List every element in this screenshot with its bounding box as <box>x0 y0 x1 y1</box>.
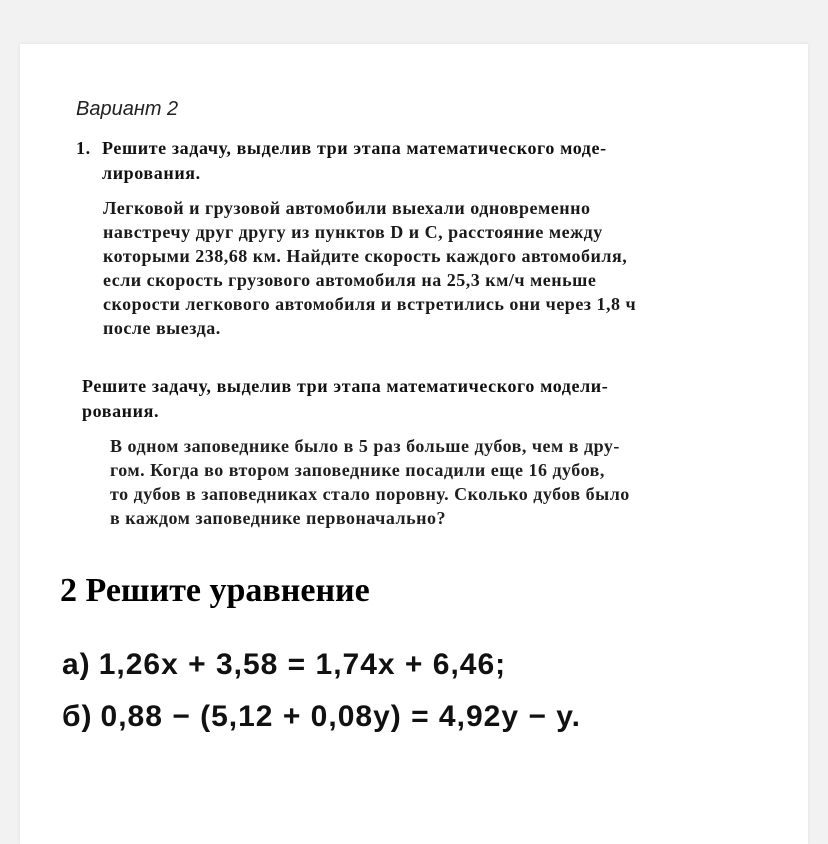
equation-a-label: а) <box>62 648 91 681</box>
task2-instruction-line-2: рования. <box>82 401 160 421</box>
task1-problem-line-1: Легковой и грузовой автомобили выехали одновременно <box>103 198 591 218</box>
equation-b-text: 0,88 − (5,12 + 0,08y) = 4,92y − y. <box>100 700 581 733</box>
task1-problem-line-4: если скорость грузового автомобиля на 25,3 км/ч меньше <box>103 270 597 290</box>
task1-problem-line-6: после выезда. <box>103 318 221 338</box>
task2-problem-line-1: В одном заповеднике было в 5 раз больше дубов, чем в дру- <box>110 436 620 456</box>
task2-problem <box>110 434 740 530</box>
task2-problem-line-4: в каждом заповеднике первоначально? <box>110 508 446 528</box>
equation-b <box>62 700 581 734</box>
task1-instruction-line-1: Решите задачу, выделив три этапа математического моде- <box>102 138 607 158</box>
variant-title: Вариант 2 <box>76 98 179 120</box>
equations-title: 2 Решите уравнение <box>60 572 370 609</box>
equation-b-label: б) <box>62 700 93 733</box>
task1-problem-line-3: которыми 238,68 км. Найдите скорость каждого автомобиля, <box>103 246 628 266</box>
equation-a <box>62 648 506 682</box>
task2-instruction-line-1: Решите задачу, выделив три этапа математического модели- <box>82 376 609 396</box>
task2-problem-line-3: то дубов в заповедниках стало поровну. Сколько дубов было <box>110 484 630 504</box>
task1-instruction <box>76 136 746 186</box>
task1-instruction-line-2: лирования. <box>102 163 201 183</box>
equation-a-text: 1,26x + 3,58 = 1,74x + 6,46; <box>98 648 507 681</box>
task1-number: 1. <box>76 138 91 158</box>
task1-problem-line-5: скорости легкового автомобиля и встретились они через 1,8 ч <box>103 294 637 314</box>
task1-problem <box>103 196 743 340</box>
task2-instruction <box>82 374 742 424</box>
task2-problem-line-2: гом. Когда во втором заповеднике посадили еще 16 дубов, <box>110 460 605 480</box>
task1-problem-line-2: навстречу друг другу из пунктов D и C, расстояние между <box>103 222 603 242</box>
